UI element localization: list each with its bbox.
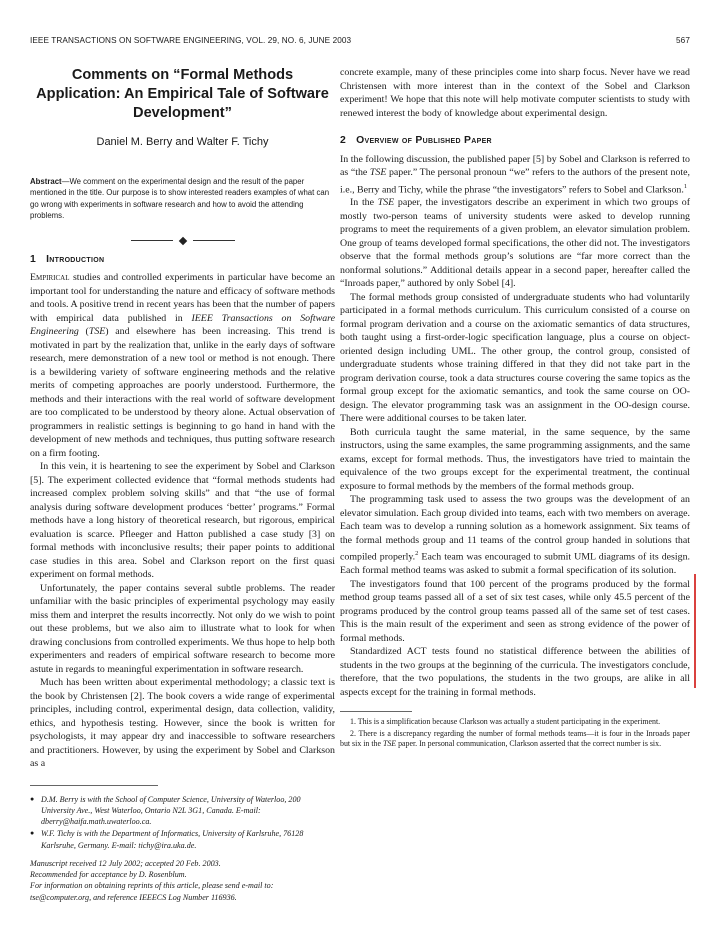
- intro-paragraph-3: Unfortunately, the paper contains several subtle problems. The reader unfamiliar with the basic principles of experimental psychology may easily miss them and interpret the results incorrectly. Not only do we wish to point out these problems, but we also aim to illustrate what to look for when drawing conclusions from controlled experiments. We thus hope to help both experimenters and readers of empirical software research to become more astute in regards to meaningful experimentation in software research.: [30, 582, 335, 675]
- affiliation-text: D.M. Berry is with the School of Computer Science, University of Waterloo, 200 University Ave., West Waterloo, Ontario N2L 3G1, Canada. E-mail: dberry@haifa.math.uwaterloo.ca.: [41, 794, 301, 827]
- abstract: [30, 176, 335, 222]
- section-number: 1: [30, 253, 37, 265]
- overview-text: In the: [350, 197, 378, 209]
- footnote-number: 2: [350, 728, 354, 738]
- reprint-info: For information on obtaining reprints of this article, please send e-mail to: tse@computer.org, and reference IEEECS Log Number 116936.: [30, 881, 274, 902]
- overview-paragraph-3: The formal methods group consisted of undergraduate students who had voluntarily participated in a formal methods curriculum. This curriculum consisted of a course on formal program derivation and a course on the axiomatic semantics of data structures, both taught using a first-order-logic specification language, plus a course on object-oriented design including UML. The other group, the control group, consisted of undergraduate students whose training differed in that they did not take part in the program derivation course, took a data structures course covering the same topics as the formal group except for the axiomatic semantics, and took the same course on OO-design. The elevator programming task was an assignment in the OO-design course. There were additional courses to be taken later.: [340, 291, 690, 425]
- abstract-text: —We comment on the experimental design and the result of the paper mentioned in the title. Our purpose is to show interested readers examples of what can go wrong with experiments in software research and how to avoid the attending problems.: [30, 176, 330, 221]
- footnote-2: 2. There is a discrepancy regarding the number of formal methods teams—it is four in the Inroads paper but six in the TSE paper. In personal communication, Clarkson asserted that the correct number is six.: [340, 728, 690, 748]
- intro-continuation: concrete example, many of these principles come into sharp focus. Never have we read Christensen with more interest than in the context of the Sobel and Clarkson experiment! We hope that this note will help motivate computer scientists to study with renewed interest the body of knowledge about experimental design.: [340, 67, 690, 119]
- divider-line-right: [193, 240, 235, 241]
- bullet-icon: ●: [30, 794, 35, 803]
- paper-title: Comments on “Formal Methods Application: An Empirical Tale of Software Development”: [36, 67, 329, 121]
- overview-paragraph-2: [340, 196, 690, 291]
- section-title: Overview of Published Paper: [356, 135, 492, 146]
- manuscript-info: [30, 858, 335, 903]
- footnote-text: paper. In personal communication, Clarkson asserted that the correct number is six.: [396, 738, 662, 748]
- recommended-by: Recommended for acceptance by D. Rosenblum.: [30, 870, 187, 880]
- footnote-text: There is a discrepancy regarding the number of formal methods teams—it is four in the Inroads paper but six in the: [340, 728, 690, 748]
- page-number: 567: [676, 36, 690, 45]
- footnote-text: This is a simplification because Clarkson was actually a student participating in the experiment.: [357, 717, 661, 727]
- divider-line-left: [131, 240, 173, 241]
- overview-text: The programming task used to assess the two groups was the development of an elevator simulation. Each group divided into teams, each with two members on average. Each team was to develop a running solution as a homework assignment. Six teams of the formal methods group and 11 teams of the control group handed in solutions that compiled properly.: [340, 494, 690, 563]
- overview-text: Each team was encouraged to submit UML diagrams of its design. Each formal method teams was asked to submit a formal specification of its solution.: [340, 551, 690, 577]
- overview-paragraph-6: The investigators found that 100 percent of the programs produced by the formal method group teams passed all of a set of six test cases, while only 45.5 percent of the programs produced by the control group teams passed all of the same set of test cases. This is the main result of the experiment and seen as strong evidence of the power of formal methods.: [340, 578, 690, 644]
- left-column: [30, 66, 335, 903]
- overview-paragraph-5: [340, 493, 690, 577]
- right-column: [340, 66, 690, 750]
- footnote-rule: [340, 711, 412, 712]
- journal-abbrev: TSE: [377, 197, 395, 209]
- abstract-label: Abstract: [30, 176, 62, 186]
- journal-abbrev: TSE: [88, 326, 106, 338]
- affiliation-item: [30, 828, 335, 850]
- section-heading-overview: [340, 134, 690, 148]
- section-number: 2: [340, 135, 347, 146]
- intro-paragraph-2: In this vein, it is heartening to see the experiment by Sobel and Clarkson [5]. The experiment collected evidence that “formal methods students had increased complex problem solving skills” and that “the use of formal analysis during software development produces ‘better’ programs.” Formal methods have a long history of theoretical research, but rigorous, empirical evaluation is scarce. Pfleeger and Hatton published a case study [3] on formal methods with inconclusive results; their paper points to additional case studies in this area. Sobel and Clarkson report on the first quasi experiment on formal methods.: [30, 461, 335, 581]
- footnote-marker: 2: [415, 550, 419, 558]
- change-bar: [694, 574, 696, 688]
- diamond-icon: [178, 237, 186, 245]
- intro-paragraph-1: [30, 271, 335, 460]
- lead-word: Empirical: [30, 272, 70, 284]
- intro-text: studies and controlled experiments in particular have become an important tool for understanding the nature and efficacy of software methods and tools. A positive trend in recent years has been that the number of papers with empirical data published in: [30, 272, 335, 324]
- overview-text: paper.” The personal pronoun “we” refers to the authors of the present note, i.e., Berry and Tichy, while the phrase “the investigators” refers to Sobel and Clarkson.: [340, 167, 690, 195]
- journal-header: IEEE TRANSACTIONS ON SOFTWARE ENGINEERING, VOL. 29, NO. 6, JUNE 2003: [30, 36, 352, 45]
- manuscript-dates: Manuscript received 12 July 2002; accepted 20 Feb. 2003.: [30, 858, 221, 868]
- bullet-icon: ●: [30, 829, 35, 838]
- author-affiliations: [30, 794, 335, 851]
- section-title: Introduction: [46, 253, 105, 265]
- affiliation-item: [30, 794, 335, 828]
- journal-name: IEEE Transactions on Software Engineering: [30, 312, 335, 338]
- journal-abbrev: TSE: [369, 167, 387, 178]
- overview-text: In the following discussion, the published paper [5] by Sobel and Clarkson is referred to as “the: [340, 153, 690, 178]
- footnote-1: 1. This is a simplification because Clarkson was actually a student participating in the experiment.: [350, 717, 661, 727]
- footnote-marker: 1: [683, 182, 688, 190]
- journal-abbrev: TSE: [382, 738, 397, 748]
- intro-text: (: [78, 326, 89, 338]
- section-divider: [30, 238, 335, 244]
- running-header: [30, 36, 690, 50]
- overview-text: paper, the investigators describe an experiment in which two groups of mostly two-person teams of university students were asked to develop running programs to meet the requirements of a given problem, an elevator simulation problem. One group of teams developed formal specifications, the other did not. The investigators observe that the formal methods group’s solutions are “far more correct than the nonformal solutions.” Additional details appear in a second paper, hereafter called the “Inroads paper,” authored by only Sobel [4].: [340, 197, 690, 290]
- affiliation-text: W.F. Tichy is with the Department of Informatics, University of Karlsruhe, 76128 Karlsruhe, Germany. E-mail: tichy@ira.uka.de.: [41, 829, 304, 850]
- footnote-number: 1: [350, 717, 354, 727]
- footnote-rule: [30, 785, 158, 786]
- intro-paragraph-4: Much has been written about experimental methodology; a classic text is the book by Christensen [2]. The book covers a wide range of experimental principles, including control, experimental design, data collection, validity, ethics, and hypothesis testing. However, since the book is written for psychologists, it may appear dry and inaccessible to software researchers and practitioners. However, by using the experiment by Sobel and Clarkson as a: [30, 677, 335, 770]
- overview-paragraph-4: Both curricula taught the same material, in the same sequence, by the same instructors, using the same examples, the same programming assignments, and the same exams, except for formal methods. Thus, the investigators have tried to maintain the equivalence of the two groups except for the experimental treatment, the continual exposure to formal methods by the members of the formal methods group.: [340, 426, 690, 492]
- intro-text: ) and elsewhere has been increasing. This trend is motivated in part by the realization that, unlike in the early days of software research, mere demonstration of a new tool or method is not enough. There is a bewildering variety of software engineering methods and the relative merits of competing approaches are poorly understood. Furthermore, the methods and their interactions with the real world of software development are too complicated to be understood by theory alone. Actual observation of programmers in realistic settings is beginning to go hand in hand with the development of new methods and techniques, thus putting software research on a firm footing.: [30, 326, 335, 459]
- section-heading-introduction: [30, 253, 335, 267]
- overview-paragraph-1: [340, 153, 690, 197]
- paper-authors: Daniel M. Berry and Walter F. Tichy: [96, 136, 269, 148]
- overview-paragraph-7: Standardized ACT tests found no statistical difference between the abilities of students in the two groups at the beginning of the curricula. The investigators conclude, therefore, that the two populations, the students in the two groups, are alike in all aspects except for the training in formal methods.: [340, 646, 690, 698]
